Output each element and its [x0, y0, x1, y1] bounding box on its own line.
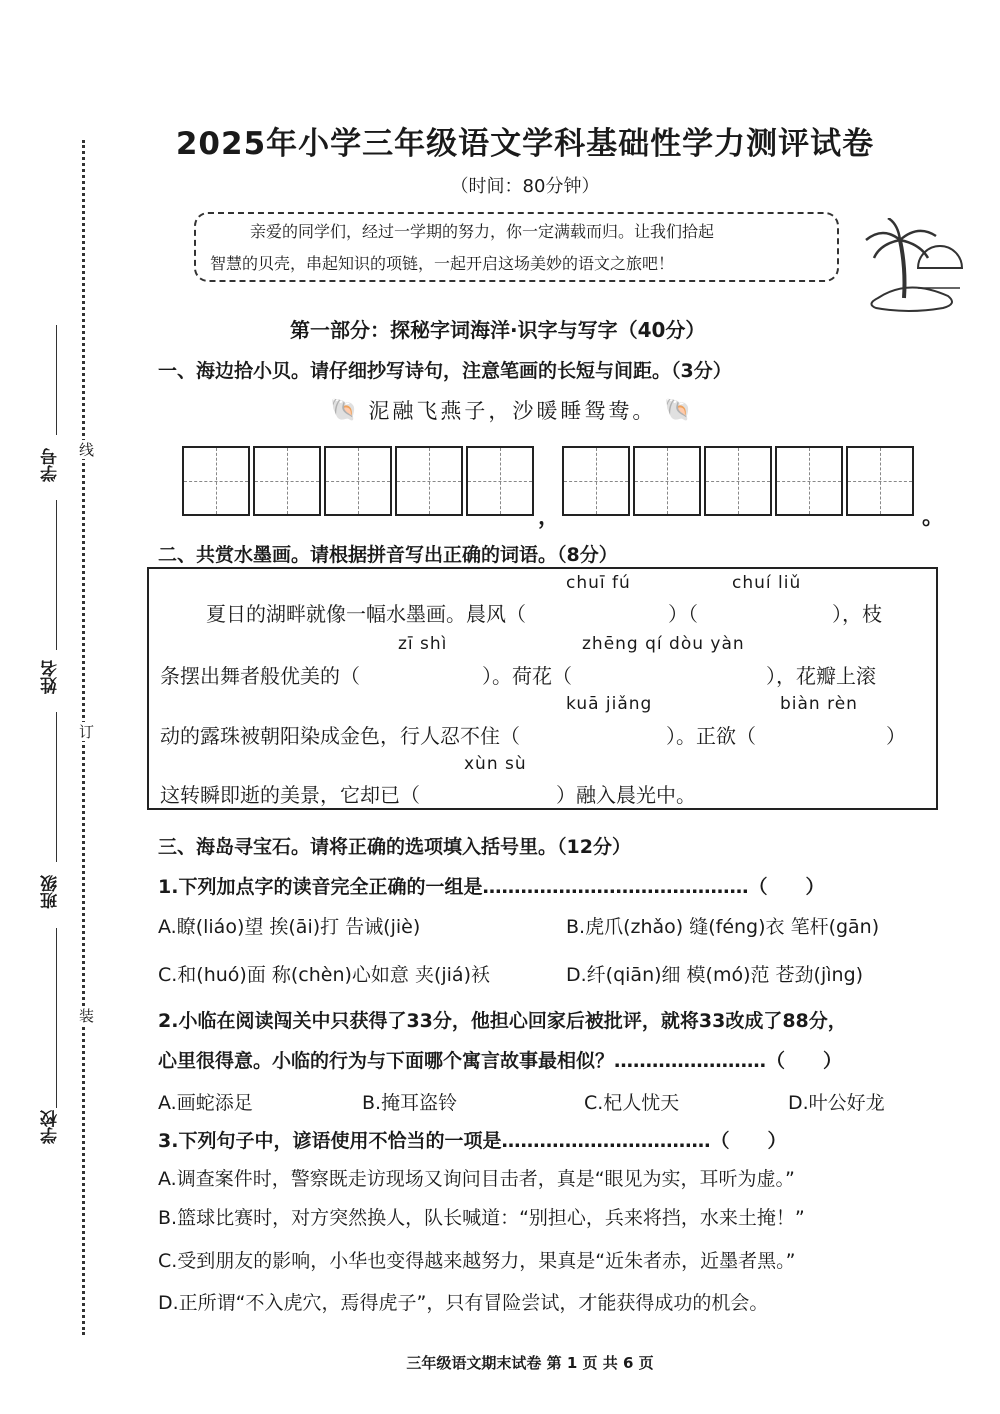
class-label: 班级 — [41, 875, 61, 909]
passage-text: 这转瞬即逝的美景，它却已（ — [160, 783, 420, 807]
pinyin: biàn rèn — [780, 694, 858, 714]
pinyin: zī shì — [398, 634, 448, 654]
q2-option-b[interactable]: B.掩耳盗铃 — [362, 1092, 458, 1114]
writing-grid-left — [182, 446, 534, 516]
q3-option-d[interactable]: D.正所谓“不入虎穴，焉得虎子”，只有冒险尝试，才能获得成功的机会。 — [158, 1292, 769, 1314]
class-line-top — [56, 712, 57, 862]
writing-cell[interactable] — [182, 446, 250, 516]
greeting-box — [194, 212, 839, 282]
school-line-top — [56, 928, 57, 1108]
grid-period: 。 — [922, 505, 945, 530]
passage-text: 夏日的湖畔就像一幅水墨画。晨风（ — [206, 602, 526, 626]
pinyin: chuí liǔ — [732, 573, 802, 593]
school-label: 学校 — [41, 1110, 61, 1144]
q3-option-b[interactable]: B.篮球比赛时，对方突然换人，队长喊道：“别担心，兵来将挡，水来土掩！” — [158, 1207, 805, 1229]
question-2-line-1: 2.小临在阅读闯关中只获得了33分，他担心回家后被批评，就将33改成了88分， — [158, 1010, 847, 1032]
name-line-top — [56, 500, 57, 650]
passage-text: ） — [886, 724, 906, 748]
cut-mark-bind: 订 — [77, 724, 95, 739]
q1-option-a[interactable]: A.瞭(liáo)望 挨(āi)打 告诫(jiè) — [158, 916, 421, 938]
poem-text: 泥融飞燕子，沙暖睡鸳鸯。 — [368, 399, 657, 423]
greeting-line-1: 亲爱的同学们，经过一学期的努力，你一定满载而归。让我们拾起 — [250, 222, 715, 241]
q2-option-a[interactable]: A.画蛇添足 — [158, 1092, 253, 1114]
palm-island-icon — [848, 218, 968, 318]
q2-option-d[interactable]: D.叶公好龙 — [788, 1092, 885, 1114]
writing-cell[interactable] — [562, 446, 630, 516]
grid-comma: ， — [538, 505, 561, 530]
part-1-title: 第一部分：探秘字词海洋·识字与写字（40分） — [290, 318, 706, 342]
pinyin: chuī fú — [566, 573, 631, 593]
pinyin: zhēng qí dòu yàn — [582, 634, 745, 654]
writing-cell[interactable] — [466, 446, 534, 516]
student-id-label: 学号 — [41, 448, 61, 482]
writing-cell[interactable] — [704, 446, 772, 516]
greeting-line-2: 智慧的贝壳，串起知识的项链，一起开启这场美妙的语文之旅吧！ — [210, 254, 675, 273]
passage-text: ）。荷花（ — [482, 664, 572, 688]
student-id-line — [56, 325, 57, 435]
passage-text: 条摆出舞者般优美的（ — [160, 664, 360, 688]
passage-text: 动的露珠被朝阳染成金色，行人忍不住（ — [160, 724, 520, 748]
writing-cell[interactable] — [324, 446, 392, 516]
pinyin: kuā jiǎng — [566, 694, 653, 714]
exam-duration: （时间：80分钟） — [450, 176, 600, 197]
section-2-title: 二、共赏水墨画。请根据拼音写出正确的词语。（8分） — [158, 544, 618, 566]
passage-text: ）（ — [668, 602, 698, 626]
passage-text: ）融入晨光中。 — [556, 783, 696, 807]
question-2-line-2: 心里很得意。小临的行为与下面哪个寓言故事最相似？……………………（ ） — [158, 1050, 843, 1072]
name-label: 姓名 — [41, 660, 61, 694]
passage-text: ），枝 — [832, 602, 882, 626]
q1-option-d[interactable]: D.纤(qiān)细 模(mó)范 苍劲(jìng) — [566, 964, 864, 986]
cut-mark-line: 线 — [77, 442, 95, 457]
q2-option-c[interactable]: C.杞人忧天 — [584, 1092, 680, 1114]
section-1-title: 一、海边拾小贝。请仔细抄写诗句，注意笔画的长短与间距。（3分） — [158, 360, 732, 382]
page-footer: 三年级语文期末试卷 第 1 页 共 6 页 — [406, 1354, 654, 1372]
writing-cell[interactable] — [846, 446, 914, 516]
writing-cell[interactable] — [395, 446, 463, 516]
q1-option-c[interactable]: C.和(huó)面 称(chèn)心如意 夹(jiá)袄 — [158, 964, 490, 986]
writing-cell[interactable] — [633, 446, 701, 516]
question-3: 3.下列句子中，谚语使用不恰当的一项是……………………………（ ） — [158, 1130, 787, 1152]
cut-mark-pack: 装 — [77, 1008, 95, 1023]
passage-text: ），花瓣上滚 — [766, 664, 876, 688]
poem-line — [330, 395, 695, 425]
q1-option-b[interactable]: B.虎爪(zhǎo) 缝(féng)衣 笔杆(gān) — [566, 916, 880, 938]
q3-option-a[interactable]: A.调查案件时，警察既走访现场又询问目击者，真是“眼见为实，耳听为虚。” — [158, 1168, 795, 1190]
exam-title: 2025年小学三年级语文学科基础性学力测评试卷 — [175, 126, 875, 162]
section-3-title: 三、海岛寻宝石。请将正确的选项填入括号里。（12分） — [158, 836, 631, 858]
writing-cell[interactable] — [253, 446, 321, 516]
passage-text: ）。正欲（ — [666, 724, 756, 748]
shell-icon: 🐚 — [664, 397, 695, 423]
pinyin: xùn sù — [464, 754, 527, 774]
shell-icon: 🐚 — [330, 397, 361, 423]
question-1: 1.下列加点字的读音完全正确的一组是……………………………………（ ） — [158, 876, 825, 898]
q3-option-c[interactable]: C.受到朋友的影响，小华也变得越来越努力，果真是“近朱者赤，近墨者黑。” — [158, 1250, 796, 1272]
writing-cell[interactable] — [775, 446, 843, 516]
writing-grid-right — [562, 446, 914, 516]
